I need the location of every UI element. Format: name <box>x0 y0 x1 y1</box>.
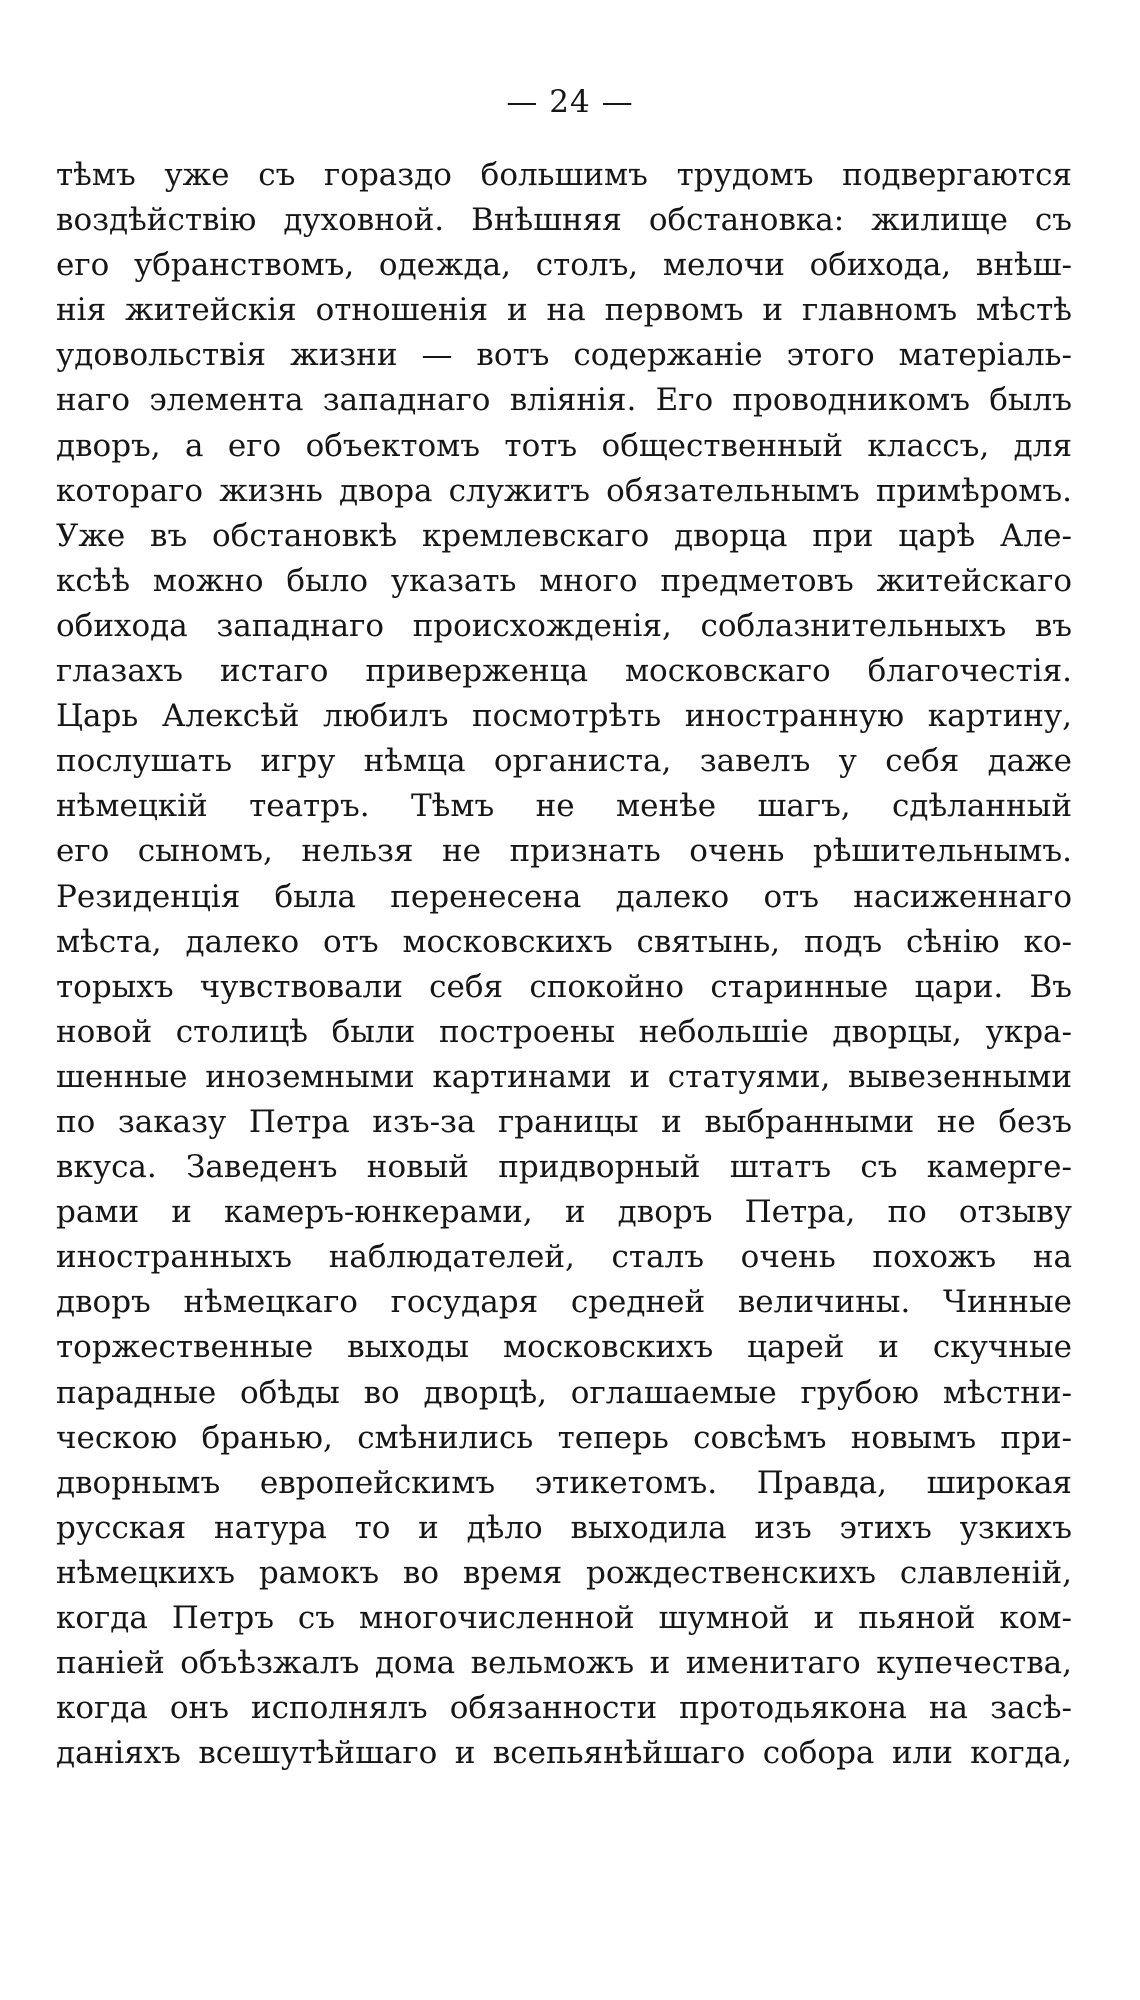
text-line: наго элемента западнаго вліянія. Его проводникомъ былъ <box>56 382 1072 419</box>
text-line: воздѣйствію духовной. Внѣшняя обстановка: жилище съ <box>56 202 1072 239</box>
text-line: послушать игру нѣмца органиста, завелъ у себя даже <box>56 743 1072 780</box>
text-line: его убранствомъ, одежда, столъ, мелочи обихода, внѣш- <box>56 247 1072 284</box>
text-line: когда онъ исполнялъ обязанности протодьякона на засѣ- <box>56 1690 1072 1727</box>
text-line: удовольствія жизни — вотъ содержаніе этого матеріаль- <box>56 337 1072 374</box>
text-line: вкуса. Заведенъ новый придворный штатъ съ камерге- <box>56 1149 1072 1186</box>
text-line: паніей объѣзжалъ дома вельможъ и именитаго купечества, <box>56 1645 1072 1682</box>
text-line: мѣста, далеко отъ московскихъ святынь, подъ сѣнію ко- <box>56 923 1072 960</box>
text-line: когда Петръ съ многочисленной шумной и пьяной ком- <box>56 1600 1072 1636</box>
text-line: глазахъ истаго приверженца московскаго благочестія. <box>56 653 1072 690</box>
text-line: нія житейскія отношенія и на первомъ и главномъ мѣстѣ <box>56 292 1072 329</box>
text-line: торжественные выходы московскихъ царей и скучные <box>56 1329 1072 1366</box>
text-line: парадные обѣды во дворцѣ, оглашаемые грубою мѣстни- <box>56 1374 1072 1411</box>
text-line: ксѣѣ можно было указать много предметовъ житейскаго <box>56 562 1072 599</box>
text-line: нѣмецкихъ рамокъ во время рождественскихъ славленій, <box>56 1554 1072 1591</box>
text-line: обихода западнаго происхожденія, соблазнительныхъ въ <box>56 607 1072 644</box>
text-line: новой столицѣ были построены небольшіе дворцы, укра- <box>56 1013 1072 1050</box>
text-line: дворъ, а его объектомъ тотъ общественный классъ, для <box>56 427 1072 464</box>
text-line: Уже въ обстановкѣ кремлевскаго дворца при царѣ Але- <box>56 517 1072 554</box>
text-line: по заказу Петра изъ-за границы и выбранными не безъ <box>56 1103 1072 1140</box>
text-line: тѣмъ уже съ гораздо большимъ трудомъ подвергаются <box>56 157 1072 193</box>
text-line: иностранныхъ наблюдателей, сталъ очень похожъ на <box>56 1239 1072 1276</box>
text-line: рами и камеръ-юнкерами, и дворъ Петра, по отзыву <box>56 1194 1072 1231</box>
text-line: ческою бранью, смѣнились теперь совсѣмъ новымъ при- <box>56 1419 1072 1456</box>
text-line: Царь Алексѣй любилъ посмотрѣть иностранную картину, <box>56 698 1072 735</box>
text-line: дворъ нѣмецкаго государя средней величины. Чинные <box>56 1284 1072 1321</box>
text-line: его сыномъ, нельзя не признать очень рѣшительнымъ. <box>56 833 1072 870</box>
page-number: — 24 — <box>506 84 634 120</box>
text-line: даніяхъ всешутѣйшаго и всепьянѣйшаго собора или когда, <box>56 1735 1072 1772</box>
text-line: Резиденція была перенесена далеко отъ насиженнаго <box>56 878 1072 915</box>
text-line: котораго жизнь двора служитъ обязательнымъ примѣромъ. <box>56 472 1072 509</box>
text-line: торыхъ чувствовали себя спокойно старинные цари. Въ <box>56 968 1072 1005</box>
body-text <box>56 153 1072 1776</box>
text-line: нѣмецкій театръ. Тѣмъ не менѣе шагъ, сдѣланный <box>56 788 1072 825</box>
text-line: шенные иноземными картинами и статуями, вывезенными <box>56 1058 1072 1095</box>
text-line: русская натура то и дѣло выходила изъ этихъ узкихъ <box>56 1509 1072 1546</box>
text-line: дворнымъ европейскимъ этикетомъ. Правда, широкая <box>56 1464 1072 1501</box>
